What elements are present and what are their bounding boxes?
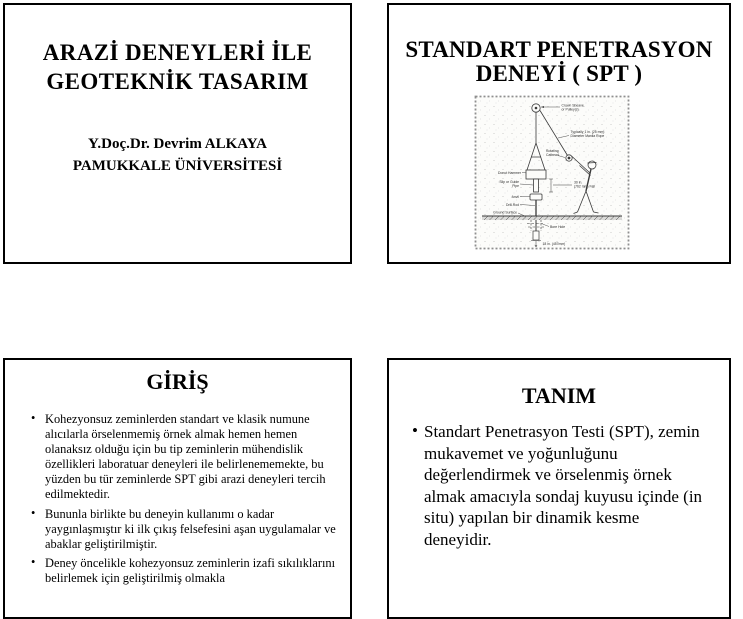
giris-bullet-1: [30, 412, 340, 502]
diagram-label-ground-surface: Ground Surface: [493, 210, 517, 215]
spt-title-line1: STANDART PENETRASYON: [405, 37, 713, 62]
spt-rig-diagram-svg: [474, 95, 630, 250]
diagram-label-depth: 18 in. (457mm): [542, 242, 566, 246]
diagram-label-fall: 30 in.: [574, 180, 583, 185]
diagram-label-crown-sheave: Crown Sheave: [561, 103, 584, 108]
spt-title: [389, 38, 729, 86]
bullet-icon: •: [31, 555, 36, 569]
bullet-icon: •: [412, 421, 418, 440]
bullet-icon: •: [31, 411, 36, 425]
giris-bullet-3-text: Deney öncelikle kohezyonsuz zeminlerin izafi sıkılıklarını belirlemek için geliştirilmiş olmakla: [45, 556, 336, 585]
diagram-label-drill-rod: Drill Rod: [506, 203, 519, 207]
diagram-label-crown-sheave-2: or Pulley(s): [561, 107, 579, 112]
diagram-label-guide-pipe-2: Pipe: [512, 184, 519, 189]
giris-bullet-list: [5, 412, 350, 586]
diagram-label-fall-2: (762 mm) Fall: [574, 184, 595, 189]
slide-spt: [387, 3, 731, 264]
giris-bullet-1-text: Kohezyonsuz zeminlerden standart ve klasik numune alıcılarla örselenmemiş örnek almak hemen hemen olanaksız olduğu için bu tip zeminlerin mühendislik özellikleri laboratuar deneyleri ile belirlenememekte, bu yüzden bu tür zeminlerde SPT gibi arazi deneyleri tercih edilmektedir.: [45, 412, 326, 501]
cover-author: [5, 134, 350, 177]
bullet-icon: •: [31, 505, 36, 520]
cover-author-name: Y.Doç.Dr. Devrim ALKAYA: [87, 136, 268, 152]
slide-cover: [3, 3, 352, 264]
donut-hammer-shape: [526, 170, 546, 179]
giris-title: GİRİŞ: [146, 369, 209, 394]
giris-bullet-2: [30, 507, 340, 552]
tanim-bullet-1: [411, 421, 704, 550]
spt-title-line2: DENEYİ ( SPT ): [475, 61, 643, 86]
guide-pipe-shape: [534, 179, 539, 192]
diagram-label-cathead: Rotating: [546, 149, 559, 153]
diagram-label-anvil: Anvil: [511, 195, 519, 199]
anvil-shape: [530, 194, 542, 200]
cover-title-line2: GEOTEKNİK TASARIM: [46, 69, 309, 94]
cover-author-university: PAMUKKALE ÜNİVERSİTESİ: [72, 157, 283, 174]
diagram-label-rope-2: Diameter Manila Rope: [570, 134, 605, 139]
ground-surface-shape: [482, 216, 622, 220]
diagram-label-donut-hammer: Donut Hammer: [498, 171, 521, 175]
slide-giris: [3, 358, 352, 619]
diagram-label-cathead-2: Cathead: [546, 153, 559, 158]
spt-rig-diagram: [474, 95, 630, 250]
diagram-label-guide-pipe: Slip or Guide: [499, 180, 519, 184]
tanim-bullet-list: [389, 421, 729, 550]
diagram-label-rope: Typically 1 in. (25 mm): [570, 130, 605, 134]
diagram-label-bore-hole: Bore Hole: [550, 225, 566, 229]
giris-bullet-3: [30, 556, 340, 586]
slide-tanim: [387, 358, 731, 619]
cover-title: [5, 38, 350, 96]
tanim-title: TANIM: [521, 383, 597, 408]
giris-bullet-2-text: Bununla birlikte bu deneyin kullanımı o kadar yaygınlaşmıştır ki ilk çıkış felsefesini aşan uygulamalar ve abaklar geliştirilmiştir.: [45, 506, 336, 551]
cover-title-line1: ARAZİ DENEYLERİ İLE: [42, 40, 313, 65]
tanim-bullet-1-text: Standart Penetrasyon Testi (SPT), zemin mukavemet ve yoğunluğunu değerlendirmek ve örselenmiş örnek almak amacıyla sondaj kuyusu içinde (in situ) yapılan bir dinamik kesme deneyidir.: [424, 422, 703, 549]
